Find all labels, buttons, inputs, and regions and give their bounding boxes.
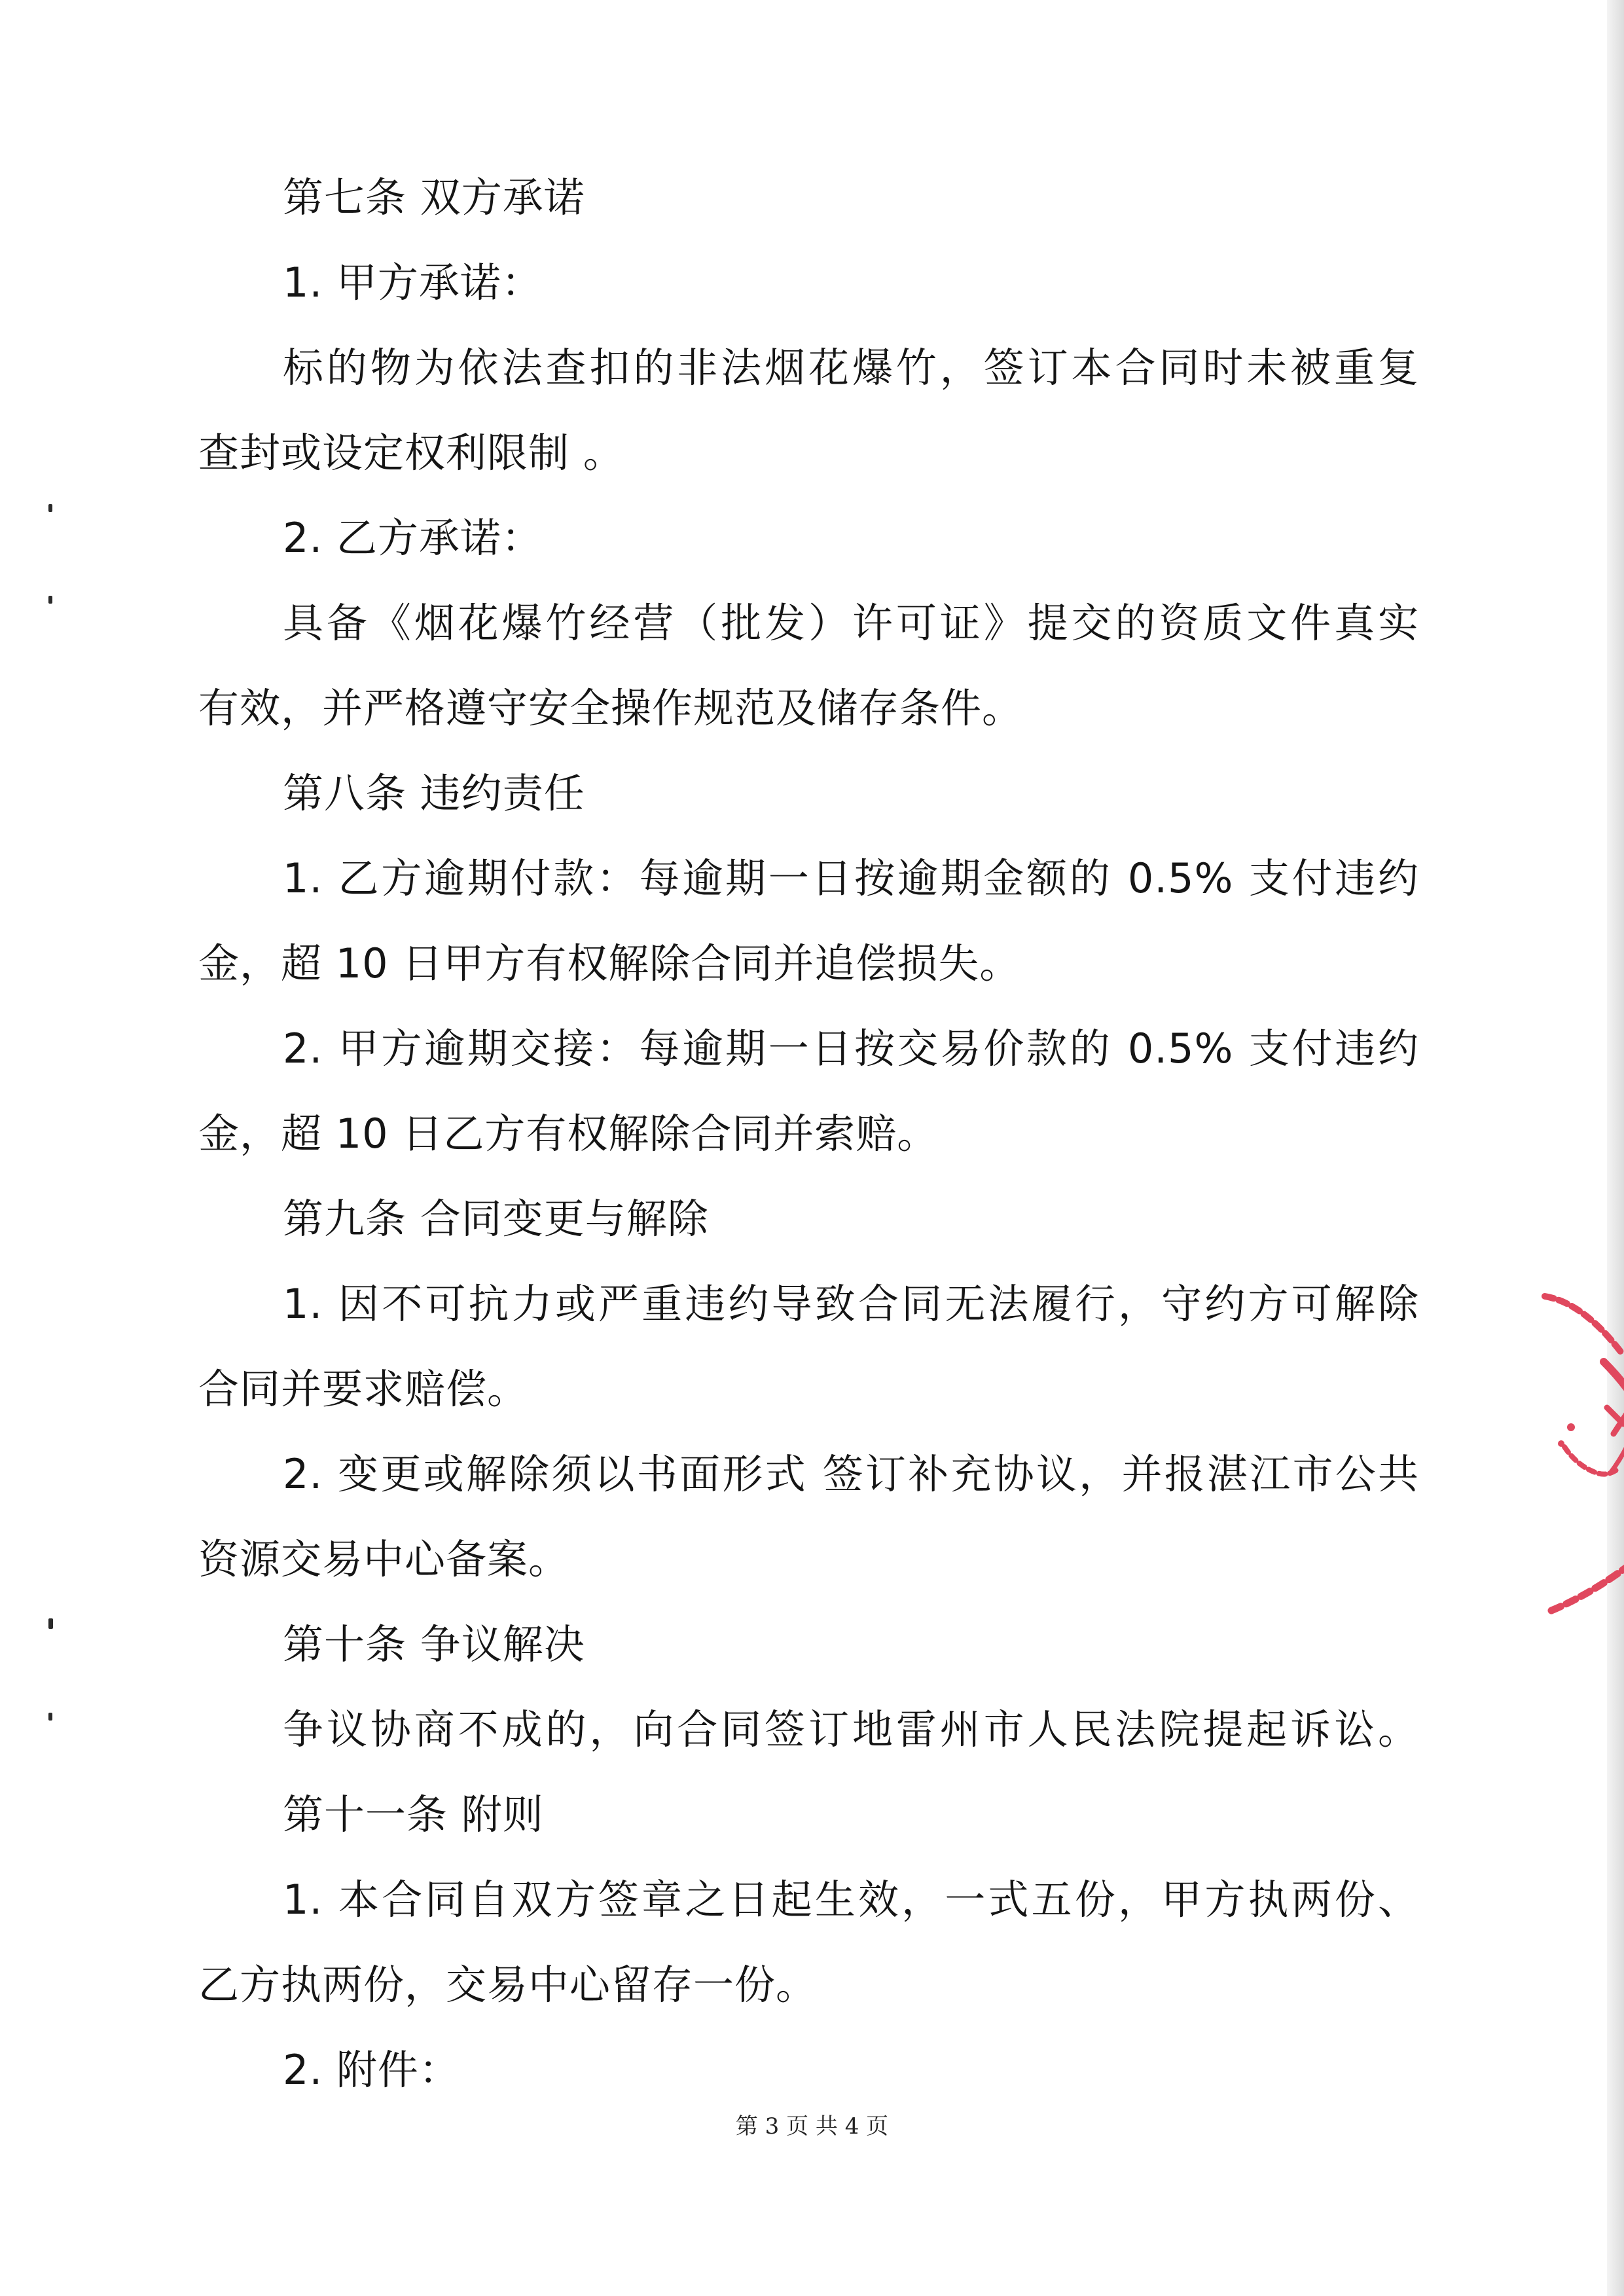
- change-clause-1: 1. 因不可抗力或严重违约导致合同无法履行，守约方可解除: [283, 1280, 1419, 1328]
- scan-mark: [48, 504, 52, 512]
- change-clause-2: 2. 变更或解除须以书面形式 签订补充协议，并报湛江市公共: [283, 1450, 1419, 1498]
- scan-mark: [48, 1713, 52, 1721]
- article-10-heading: 第十条 争议解决: [283, 1620, 585, 1668]
- breach-clause-1: 1. 乙方逾期付款：每逾期一日按逾期金额的 0.5% 支付违约: [283, 854, 1419, 902]
- article-8-heading: 第八条 违约责任: [283, 769, 585, 817]
- annex-clause-1-cont: 乙方执两份，交易中心留存一份。: [198, 1961, 818, 2009]
- breach-clause-2-cont: 金，超 10 日乙方有权解除合同并索赔。: [198, 1110, 939, 1157]
- change-clause-1-cont: 合同并要求赔偿。: [198, 1365, 529, 1413]
- article-11-heading: 第十一条 附则: [283, 1791, 544, 1838]
- party-b-promise-text-cont: 有效，并严格遵守安全操作规范及储存条件。: [198, 684, 1024, 732]
- dispute-clause: 争议协商不成的，向合同签订地雷州市人民法院提起诉讼。: [283, 1705, 1419, 1753]
- article-9-heading: 第九条 合同变更与解除: [283, 1195, 709, 1243]
- party-b-promise-text: 具备《烟花爆竹经营（批发）许可证》提交的资质文件真实: [283, 599, 1419, 647]
- party-a-promise-label: 1. 甲方承诺：: [283, 259, 543, 306]
- breach-clause-2: 2. 甲方逾期交接：每逾期一日按交易价款的 0.5% 支付违约: [283, 1025, 1419, 1072]
- article-7-heading: 第七条 双方承诺: [283, 173, 585, 221]
- party-b-promise-label: 2. 乙方承诺：: [283, 514, 543, 562]
- scan-mark: [48, 1618, 53, 1629]
- page-edge: [1607, 0, 1624, 2296]
- scan-mark: [48, 596, 52, 604]
- party-a-promise-text-cont: 查封或设定权利限制 。: [198, 429, 624, 477]
- change-clause-2-cont: 资源交易中心备案。: [198, 1535, 570, 1583]
- breach-clause-1-cont: 金，超 10 日甲方有权解除合同并追偿损失。: [198, 939, 1021, 987]
- page-number-footer: 第 3 页 共 4 页: [735, 2113, 889, 2140]
- annex-clause-2: 2. 附件：: [283, 2046, 460, 2094]
- annex-clause-1: 1. 本合同自双方签章之日起生效，一式五份，甲方执两份、: [283, 1876, 1419, 1923]
- party-a-promise-text: 标的物为依法查扣的非法烟花爆竹，签订本合同时未被重复: [283, 344, 1419, 392]
